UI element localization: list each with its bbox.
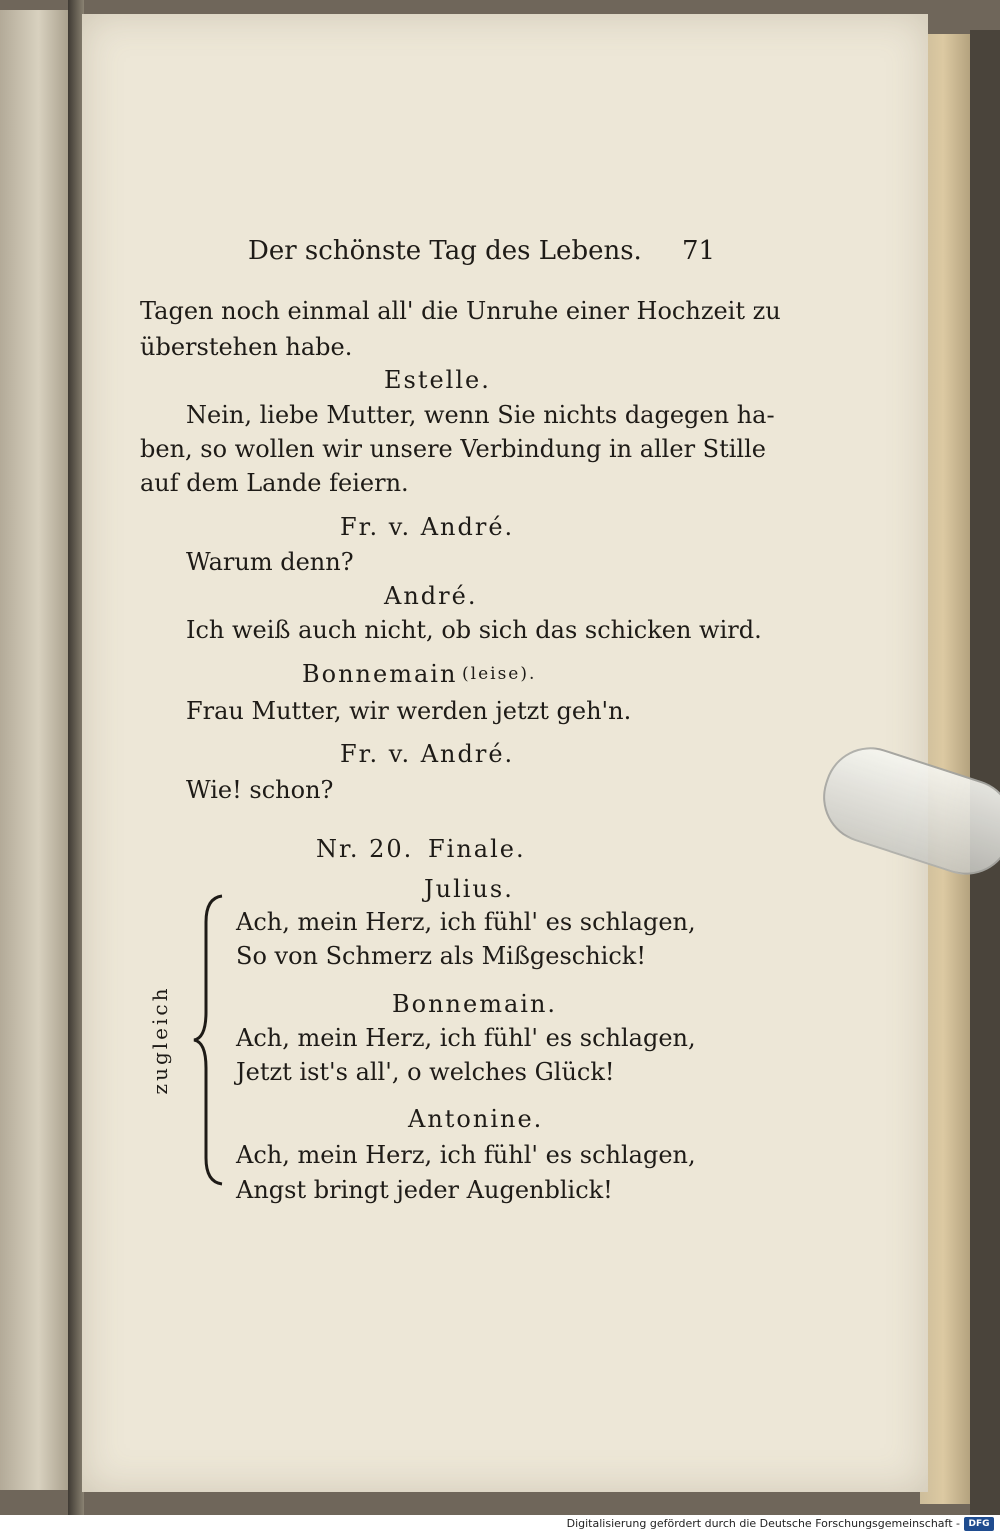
page-number: 71 xyxy=(682,236,716,266)
speaker-name: André. xyxy=(384,582,478,610)
speaker-name: Bonnemain xyxy=(302,660,458,688)
text-line: Frau Mutter, wir werden jetzt geh'n. xyxy=(186,697,632,725)
speaker-name: Bonnemain. xyxy=(392,990,558,1018)
verse-line: Ach, mein Herz, ich fühl' es schlagen, xyxy=(236,1141,696,1169)
verse-line: Ach, mein Herz, ich fühl' es schlagen, xyxy=(236,1024,696,1052)
side-note-zugleich: zugleich xyxy=(148,985,172,1095)
curly-brace xyxy=(190,892,230,1188)
text-line: auf dem Lande feiern. xyxy=(140,469,409,497)
dfg-logo: DFG xyxy=(964,1517,994,1531)
text-line: überstehen habe. xyxy=(140,333,353,361)
footer-bar xyxy=(0,1515,1000,1534)
speaker-name: Estelle. xyxy=(384,366,491,394)
text-line: Tagen noch einmal all' die Unruhe einer Hochzeit zu xyxy=(140,297,781,325)
running-title: Der schönste Tag des Lebens. xyxy=(248,236,642,266)
book-cover-spine xyxy=(970,30,1000,1515)
text-line: Nein, liebe Mutter, wenn Sie nichts dagegen ha- xyxy=(186,401,775,429)
speaker-name: Antonine. xyxy=(408,1105,544,1133)
finale-title: Finale. xyxy=(428,835,526,863)
speaker-name: Julius. xyxy=(424,875,514,903)
number-heading: Nr. 20. xyxy=(316,835,414,863)
verse-line: Ach, mein Herz, ich fühl' es schlagen, xyxy=(236,908,696,936)
text-line: Wie! schon? xyxy=(186,776,334,804)
funding-notice: Digitalisierung gefördert durch die Deutsche Forschungsgemeinschaft - xyxy=(566,1517,960,1530)
verse-line: Angst bringt jeder Augenblick! xyxy=(236,1176,613,1204)
text-line: Warum denn? xyxy=(186,548,354,576)
verse-line: So von Schmerz als Mißgeschick! xyxy=(236,942,646,970)
verse-line: Jetzt ist's all', o welches Glück! xyxy=(236,1058,615,1086)
text-line: ben, so wollen wir unsere Verbindung in aller Stille xyxy=(140,435,766,463)
text-line: Ich weiß auch nicht, ob sich das schicken wird. xyxy=(186,616,762,644)
speaker-name: Fr. v. André. xyxy=(340,740,515,768)
facing-page-edge xyxy=(0,10,70,1490)
stage-direction: (leise). xyxy=(462,664,537,684)
speaker-name: Fr. v. André. xyxy=(340,513,515,541)
